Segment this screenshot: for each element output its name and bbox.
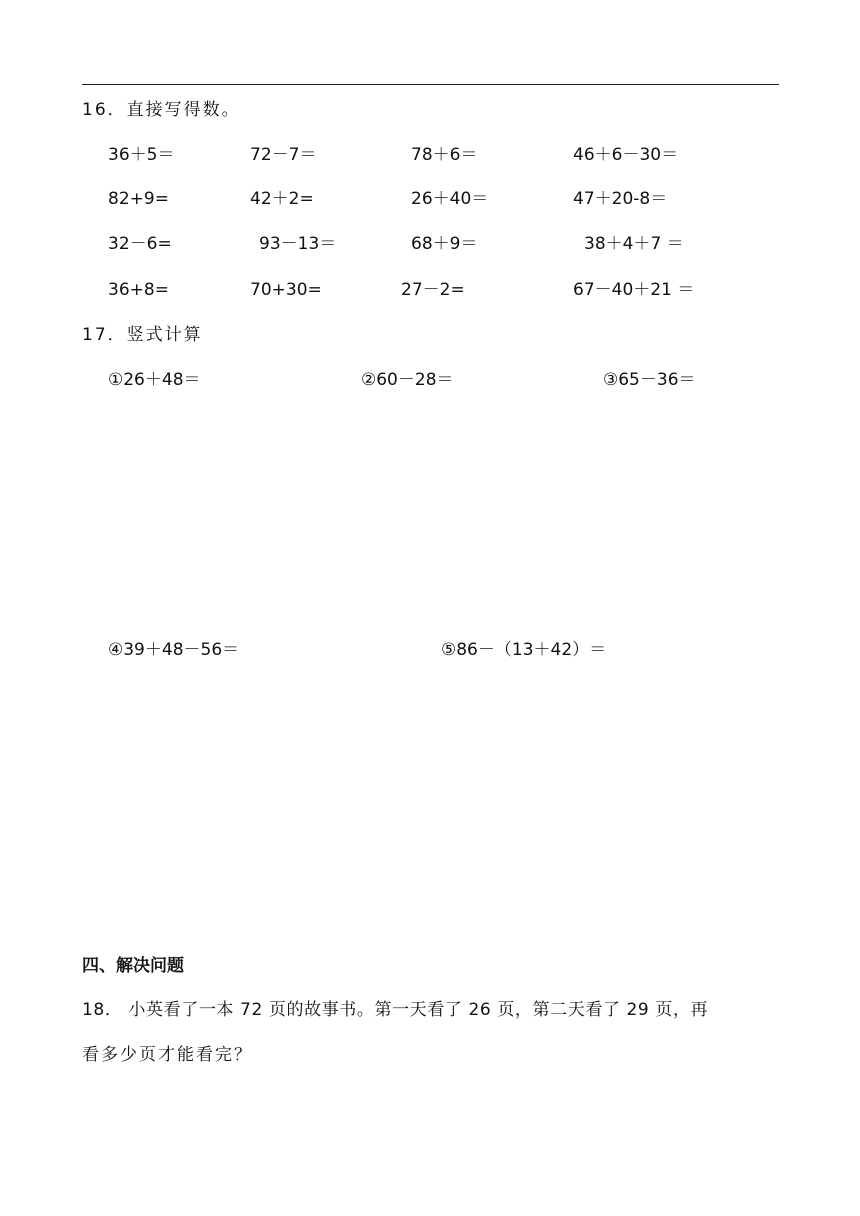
q17-item-5: ⑤86－（13＋42）＝ bbox=[441, 640, 607, 660]
q17-item-3: ③65－36＝ bbox=[603, 370, 696, 390]
q17-item-1: ①26＋48＝ bbox=[108, 370, 201, 390]
q16-r2-c1: 82+9= bbox=[108, 189, 169, 209]
q16-r4-c3: 27－2= bbox=[401, 280, 465, 300]
q16-r1-c4: 46＋6－30＝ bbox=[573, 145, 679, 165]
q18-line1: 18． 小英看了一本 72 页的故事书。第一天看了 26 页，第二天看了 29 页，再 bbox=[82, 1000, 709, 1020]
section-4-title: 四、解决问题 bbox=[82, 956, 184, 976]
q16-r3-c1: 32－6= bbox=[108, 234, 172, 254]
q16-r3-c4: 38＋4＋7 ＝ bbox=[584, 234, 684, 254]
q16-r4-c2: 70+30= bbox=[250, 280, 322, 300]
q16-title: 16．直接写得数。 bbox=[82, 100, 241, 120]
q16-r2-c4: 47＋20-8＝ bbox=[573, 189, 668, 209]
q16-r2-c3: 26＋40＝ bbox=[411, 189, 489, 209]
q18-line2: 看多少页才能看完？ bbox=[82, 1045, 253, 1065]
q16-r4-c4: 67－40＋21 ＝ bbox=[573, 280, 695, 300]
q16-r3-c3: 68＋9＝ bbox=[411, 234, 478, 254]
header-rule bbox=[82, 84, 779, 85]
q16-r1-c2: 72－7＝ bbox=[250, 145, 317, 165]
q16-r2-c2: 42＋2= bbox=[250, 189, 314, 209]
q17-item-4: ④39＋48－56＝ bbox=[108, 640, 240, 660]
q16-r3-c2: 93－13＝ bbox=[259, 234, 337, 254]
q16-r4-c1: 36+8= bbox=[108, 280, 169, 300]
q17-title: 17．竖式计算 bbox=[82, 325, 203, 345]
q16-r1-c3: 78＋6＝ bbox=[411, 145, 478, 165]
q16-r1-c1: 36＋5＝ bbox=[108, 145, 175, 165]
q17-item-2: ②60－28＝ bbox=[361, 370, 454, 390]
